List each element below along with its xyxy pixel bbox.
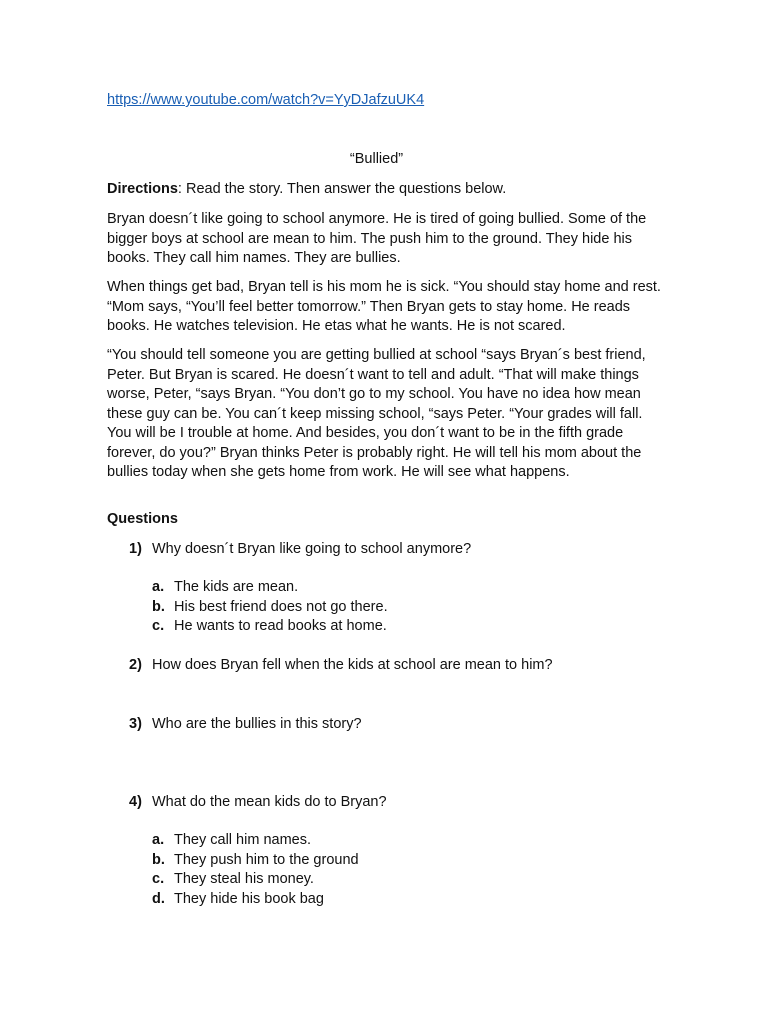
option-text: They push him to the ground xyxy=(174,851,359,868)
option-letter: d. xyxy=(152,890,165,907)
question-text: What do the mean kids do to Bryan? xyxy=(152,794,387,810)
option-letter: c. xyxy=(152,618,165,634)
question-text: Who are the bullies in this story? xyxy=(152,716,362,732)
question-4-option-b xyxy=(152,851,652,871)
question-3 xyxy=(129,715,669,735)
question-number: 1) xyxy=(129,541,142,557)
option-text: They hide his book bag xyxy=(174,890,324,907)
option-letter: a. xyxy=(152,832,165,848)
question-text: Why doesn´t Bryan like going to school anymore? xyxy=(152,541,472,557)
question-1-option-c xyxy=(152,617,652,637)
question-1 xyxy=(129,540,669,560)
directions-text: : Read the story. Then answer the questions below. xyxy=(177,181,507,197)
question-1-option-a xyxy=(152,578,652,598)
directions-label: Directions xyxy=(107,181,178,197)
question-1-option-b xyxy=(152,598,652,618)
question-number: 3) xyxy=(129,716,142,732)
question-text: How does Bryan fell when the kids at school are mean to him? xyxy=(152,657,553,673)
option-letter: c. xyxy=(152,871,165,887)
question-4 xyxy=(129,793,669,813)
option-text: The kids are mean. xyxy=(174,579,299,595)
option-text: They call him names. xyxy=(174,832,311,848)
question-4-option-c xyxy=(152,870,652,890)
option-text: He wants to read books at home. xyxy=(174,618,387,634)
questions-heading: Questions xyxy=(107,511,178,527)
question-number: 2) xyxy=(129,657,142,673)
option-letter: a. xyxy=(152,579,165,595)
video-link[interactable]: https://www.youtube.com/watch?v=YyDJafzuUK4 xyxy=(107,92,425,108)
question-4-option-d xyxy=(152,890,652,910)
question-2 xyxy=(129,656,669,676)
story-title: “Bullied” xyxy=(349,151,404,167)
question-number: 4) xyxy=(129,794,142,810)
story-paragraph-2: When things get bad, Bryan tell is his mom he is sick. “You should stay home and rest. “Mom says, “You’ll feel better tomorrow.” Then Bryan gets to stay home. He reads books. He watches television. He etas what he wants. He is not scared. xyxy=(107,279,661,334)
option-text: His best friend does not go there. xyxy=(174,598,388,615)
story-paragraph-3: “You should tell someone you are getting bullied at school “says Bryan´s best friend, Peter. But Bryan is scared. He doesn´t want to tell and adult. “That will make things worse, Peter, “says Bryan. “You don’t go to my school. You have no idea how mean these guy can be. You can´t keep missing school, “says Peter. “Your grades will fall. You will be I trouble at home. And besides, you don´t want to be in the fifth grade forever, do you?” Bryan thinks Peter is probably right. He will tell his mom about the bullies today when she gets home from work. He will see what happens. xyxy=(107,347,646,480)
question-4-option-a xyxy=(152,831,652,851)
option-text: They steal his money. xyxy=(174,871,314,887)
story-paragraph-1: Bryan doesn´t like going to school anymore. He is tired of going bullied. Some of the bigger boys at school are mean to him. The push him to the ground. They hide his books. They call him names. They are bullies. xyxy=(107,211,647,266)
directions-paragraph xyxy=(107,180,663,200)
option-letter: b. xyxy=(152,851,165,868)
option-letter: b. xyxy=(152,598,165,615)
